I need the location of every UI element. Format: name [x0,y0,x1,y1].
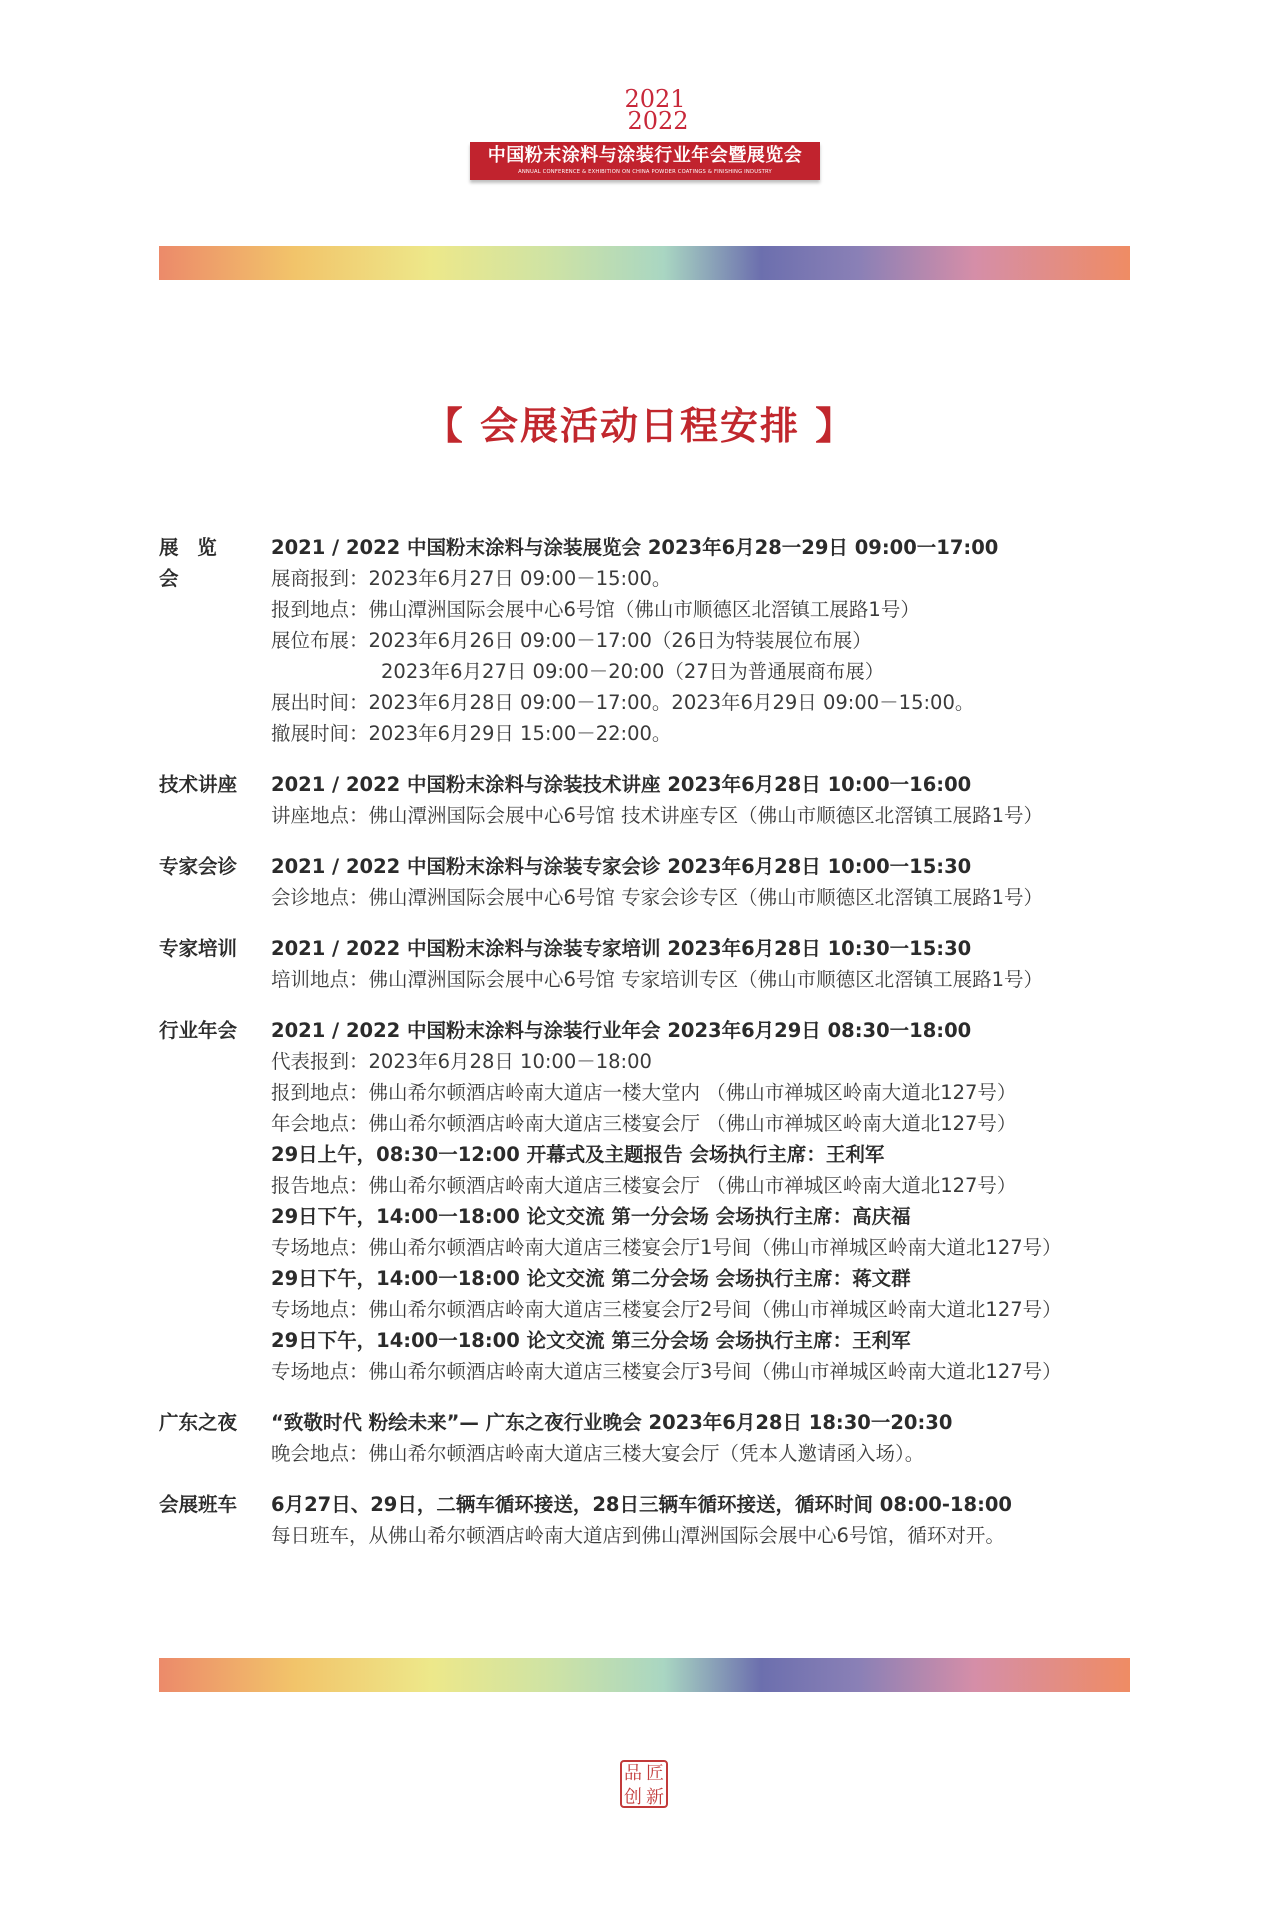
section-label: 专家会诊 [159,855,238,878]
section-expert-training [159,933,1159,995]
seal-char: 品 [624,1763,642,1784]
section-headline: 2021 / 2022 中国粉末涂料与涂装技术讲座 2023年6月28日 10:00一16:00 [271,773,972,796]
section-label: 展 览 会 [159,536,223,590]
section-headline: “致敬时代 粉绘未来”— 广东之夜行业晚会 2023年6月28日 18:30一20:30 [271,1411,953,1434]
detail-line: 专场地点：佛山希尔顿酒店岭南大道店三楼宴会厅1号间（佛山市禅城区岭南大道北127号） [271,1236,1062,1259]
detail-line: 报告地点：佛山希尔顿酒店岭南大道店三楼宴会厅 （佛山市禅城区岭南大道北127号） [271,1174,1017,1197]
session-line: 29日下午，14:00一18:00 论文交流 第三分会场 会场执行主席：王利军 [271,1329,911,1352]
logo-title-cn: 中国粉末涂料与涂装行业年会暨展览会 [487,145,803,166]
logo-title-en: ANNUAL CONFERENCE & EXHIBITION ON CHINA POWDER COATINGS & FINISHING INDUSTRY [518,169,772,175]
detail-line: 展出时间：2023年6月28日 09:00－17:00。2023年6月29日 09:00－15:00。 [271,691,975,714]
section-tech-lecture [159,769,1159,831]
detail-line: 展商报到：2023年6月27日 09:00－15:00。 [271,567,672,590]
section-headline: 2021 / 2022 中国粉末涂料与涂装专家培训 2023年6月28日 10:30一15:30 [271,937,972,960]
section-headline: 2021 / 2022 中国粉末涂料与涂装展览会 2023年6月28一29日 09:00一17:00 [271,536,999,559]
detail-line: 撤展时间：2023年6月29日 15:00－22:00。 [271,722,672,745]
section-label: 专家培训 [159,937,238,960]
detail-line: 2023年6月27日 09:00－20:00（27日为普通展商布展） [381,660,885,683]
session-line: 29日下午，14:00一18:00 论文交流 第二分会场 会场执行主席：蒋文群 [271,1267,911,1290]
schedule [159,532,1159,1571]
page-title: 【 会展活动日程安排 】 [424,404,856,448]
detail-line: 专场地点：佛山希尔顿酒店岭南大道店三楼宴会厅3号间（佛山市禅城区岭南大道北127号） [271,1360,1062,1383]
rainbow-divider-bottom [159,1658,1130,1692]
logo-year-top: 2021 [624,85,686,113]
section-label: 会展班车 [159,1493,238,1516]
logo-banner [470,142,820,180]
section-label: 行业年会 [159,1019,238,1042]
seal-char: 匠 [646,1763,664,1784]
section-annual-conference [159,1015,1159,1387]
section-guangdong-night [159,1407,1159,1469]
session-line: 29日下午，14:00一18:00 论文交流 第一分会场 会场执行主席：高庆福 [271,1205,911,1228]
detail-line: 报到地点：佛山希尔顿酒店岭南大道店一楼大堂内 （佛山市禅城区岭南大道北127号） [271,1081,1017,1104]
logo-year-bottom: 2022 [627,107,689,135]
section-label: 广东之夜 [159,1411,238,1434]
detail-line: 年会地点：佛山希尔顿酒店岭南大道店三楼宴会厅 （佛山市禅城区岭南大道北127号） [271,1112,1017,1135]
detail-line: 展位布展：2023年6月26日 09:00－17:00（26日为特装展位布展） [271,629,872,652]
section-headline: 6月27日、29日，二辆车循环接送，28日三辆车循环接送，循环时间 08:00-18:00 [271,1493,1013,1516]
detail-line: 晚会地点：佛山希尔顿酒店岭南大道店三楼大宴会厅（凭本人邀请函入场）。 [271,1442,925,1465]
detail-line: 会诊地点：佛山潭洲国际会展中心6号馆 专家会诊专区（佛山市顺德区北滘镇工展路1号） [271,886,1044,909]
section-exhibition [159,532,1159,749]
detail-line: 每日班车，从佛山希尔顿酒店岭南大道店到佛山潭洲国际会展中心6号馆，循环对开。 [271,1524,1005,1547]
section-shuttle-bus [159,1489,1159,1551]
seal-char: 创 [624,1787,642,1808]
section-headline: 2021 / 2022 中国粉末涂料与涂装行业年会 2023年6月29日 08:30一18:00 [271,1019,972,1042]
rainbow-divider-top [159,246,1130,280]
detail-line: 报到地点：佛山潭洲国际会展中心6号馆（佛山市顺德区北滘镇工展路1号） [271,598,920,621]
event-logo [470,85,820,183]
detail-line: 讲座地点：佛山潭洲国际会展中心6号馆 技术讲座专区（佛山市顺德区北滘镇工展路1号） [271,804,1044,827]
seal-stamp [620,1760,668,1808]
detail-line: 代表报到：2023年6月28日 10:00－18:00 [271,1050,652,1073]
section-headline: 2021 / 2022 中国粉末涂料与涂装专家会诊 2023年6月28日 10:00一15:30 [271,855,972,878]
logo-years [610,85,700,136]
section-label: 技术讲座 [159,773,238,796]
seal-char: 新 [646,1787,664,1808]
detail-line: 培训地点：佛山潭洲国际会展中心6号馆 专家培训专区（佛山市顺德区北滘镇工展路1号） [271,968,1044,991]
section-expert-consultation [159,851,1159,913]
detail-line: 专场地点：佛山希尔顿酒店岭南大道店三楼宴会厅2号间（佛山市禅城区岭南大道北127号） [271,1298,1062,1321]
session-line: 29日上午，08:30一12:00 开幕式及主题报告 会场执行主席：王利军 [271,1143,885,1166]
